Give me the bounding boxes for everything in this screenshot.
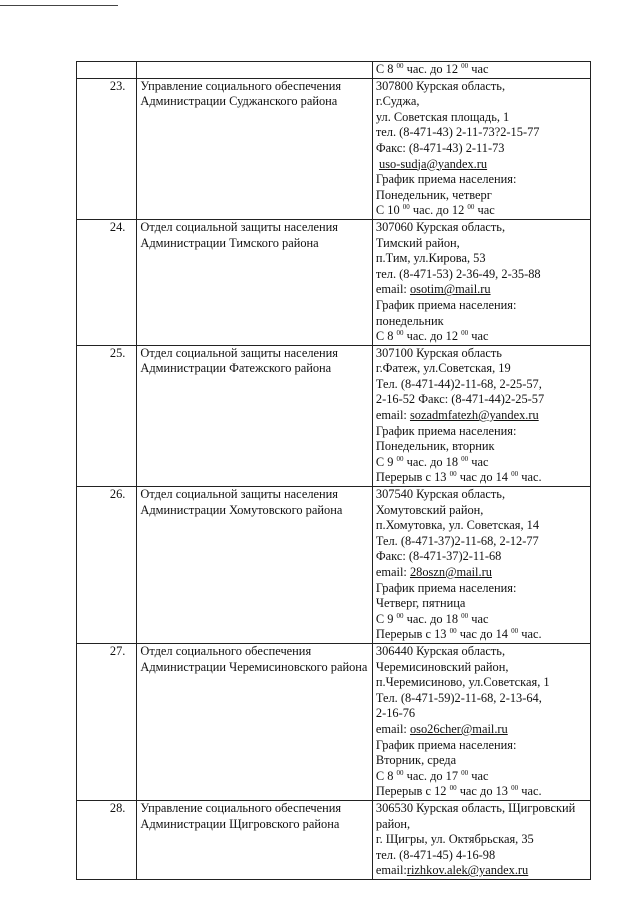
contact-details bbox=[372, 643, 590, 800]
phone-line: тел. (8-471-43) 2-11-73?2-15-77 bbox=[375, 125, 540, 140]
phone-line: Тел. (8-471-44)2-11-68, 2-25-57, bbox=[375, 376, 542, 391]
reception-days: понедельник bbox=[375, 313, 444, 328]
row-number: 28. bbox=[77, 800, 137, 879]
phone-line: 2-16-76 bbox=[375, 706, 416, 721]
organization-name: Управление социального обеспечения Администрации Суджанского района bbox=[137, 78, 372, 219]
header-rule bbox=[0, 5, 118, 6]
row-number: 23. bbox=[77, 78, 137, 219]
reception-hours: С 9 $^{00}$ час. до 18 $^{00}$ час bbox=[375, 611, 489, 626]
address-line: ул. Советская площадь, 1 bbox=[375, 109, 510, 124]
contact-details bbox=[372, 62, 590, 79]
table-row bbox=[77, 800, 591, 879]
reception-days: Понедельник, четверг bbox=[375, 187, 492, 202]
table-row bbox=[77, 62, 591, 79]
schedule-label: График приема населения: bbox=[375, 423, 517, 438]
reception-days: Четверг, пятница bbox=[375, 596, 466, 611]
email-link[interactable]: uso-sudja@yandex.ru bbox=[379, 156, 488, 171]
social-services-table bbox=[76, 61, 591, 880]
reception-days: Вторник, среда bbox=[375, 753, 457, 768]
address-line: Тимский район, bbox=[375, 235, 460, 250]
email-prefix: email: bbox=[375, 408, 407, 423]
email-prefix: email: bbox=[375, 565, 407, 579]
contact-details bbox=[372, 78, 590, 219]
organization-name: Отдел социальной защиты населения Администрации Фатежского района bbox=[137, 345, 372, 486]
contact-details bbox=[372, 345, 590, 486]
row-number: 24. bbox=[77, 219, 137, 345]
email-link[interactable]: 28oszn@mail.ru bbox=[409, 565, 492, 579]
email-link[interactable]: osotim@mail.ru bbox=[409, 282, 491, 297]
organization-name: Отдел социального обеспечения Администрации Черемисиновского района bbox=[137, 643, 372, 800]
fax-line: Факс: (8-471-43) 2-11-73 bbox=[375, 140, 505, 155]
address-line: 306530 Курская область, Щигровский bbox=[375, 800, 576, 815]
reception-days: Понедельник, вторник bbox=[375, 439, 495, 454]
reception-hours: С 8 $^{00}$ час. до 12 $^{00}$ час bbox=[375, 62, 489, 76]
organization-name: Управление социального обеспечения Администрации Щигровского района bbox=[137, 800, 372, 879]
break-hours: Перерыв с 12 $^{00}$ час до 13 $^{00}$ час. bbox=[375, 784, 542, 799]
email-prefix: email: bbox=[375, 863, 407, 878]
schedule-label: График приема населения: bbox=[375, 737, 517, 752]
fax-line: Факс: (8-471-37)2-11-68 bbox=[375, 549, 502, 564]
address-line: 307060 Курская область, bbox=[375, 219, 506, 234]
email-link[interactable]: oso26cher@mail.ru bbox=[409, 721, 508, 736]
schedule-label: График приема населения: bbox=[375, 580, 517, 595]
table-row bbox=[77, 219, 591, 345]
address-line: п.Тим, ул.Кирова, 53 bbox=[375, 251, 486, 266]
reception-hours: С 8 $^{00}$ час. до 17 $^{00}$ час bbox=[375, 768, 489, 783]
phone-line: тел. (8-471-53) 2-36-49, 2-35-88 bbox=[375, 266, 541, 281]
organization-name: Отдел социальной защиты населения Администрации Хомутовского района bbox=[137, 487, 372, 644]
phone-line: Тел. (8-471-59)2-11-68, 2-13-64, bbox=[375, 690, 542, 705]
address-line: Хомутовский район, bbox=[375, 502, 484, 517]
phone-line: Тел. (8-471-37)2-11-68, 2-12-77 bbox=[375, 533, 539, 548]
reception-hours: С 10 $^{00}$ час. до 12 $^{00}$ час bbox=[375, 203, 495, 218]
fax-line: 2-16-52 Факс: (8-471-44)2-25-57 bbox=[375, 392, 545, 407]
table-row bbox=[77, 345, 591, 486]
email-prefix: email: bbox=[375, 282, 407, 297]
address-line: г. Щигры, ул. Октябрьская, 35 bbox=[375, 832, 534, 847]
table-row bbox=[77, 643, 591, 800]
contact-details bbox=[372, 800, 590, 879]
break-hours: Перерыв с 13 $^{00}$ час до 14 $^{00}$ час. bbox=[375, 627, 542, 642]
row-number: 25. bbox=[77, 345, 137, 486]
address-line: 307800 Курская область, bbox=[375, 78, 506, 93]
address-line: район, bbox=[375, 816, 411, 831]
organization-name bbox=[137, 62, 372, 79]
address-line: п.Хомутовка, ул. Советская, 14 bbox=[375, 518, 540, 533]
contact-details bbox=[372, 219, 590, 345]
schedule-label: График приема населения: bbox=[375, 172, 517, 187]
reception-hours: С 8 $^{00}$ час. до 12 $^{00}$ час bbox=[375, 329, 489, 344]
break-hours: Перерыв с 13 $^{00}$ час до 14 $^{00}$ час. bbox=[375, 470, 542, 485]
email-prefix: email: bbox=[375, 721, 407, 736]
address-line: 307100 Курская область bbox=[375, 345, 502, 360]
table-row bbox=[77, 78, 591, 219]
schedule-label: График приема населения: bbox=[375, 297, 517, 312]
row-number bbox=[77, 62, 137, 79]
contact-details bbox=[372, 487, 590, 644]
email-link[interactable]: sozadmfatezh@yandex.ru bbox=[409, 408, 539, 423]
table-row bbox=[77, 487, 591, 644]
row-number: 26. bbox=[77, 487, 137, 644]
phone-line: тел. (8-471-45) 4-16-98 bbox=[375, 847, 496, 862]
address-line: г.Фатеж, ул.Советская, 19 bbox=[375, 361, 511, 376]
row-number: 27. bbox=[77, 643, 137, 800]
reception-hours: С 9 $^{00}$ час. до 18 $^{00}$ час bbox=[375, 454, 489, 469]
address-line: г.Суджа, bbox=[375, 94, 420, 109]
address-line: п.Черемисиново, ул.Советская, 1 bbox=[375, 675, 550, 690]
organization-name: Отдел социальной защиты населения Администрации Тимского района bbox=[137, 219, 372, 345]
email-link[interactable]: rizhkov.alek@yandex.ru bbox=[406, 863, 529, 878]
address-line: 307540 Курская область, bbox=[375, 487, 506, 502]
address-line: Черемисиновский район, bbox=[375, 659, 509, 674]
address-line: 306440 Курская область, bbox=[375, 643, 506, 658]
